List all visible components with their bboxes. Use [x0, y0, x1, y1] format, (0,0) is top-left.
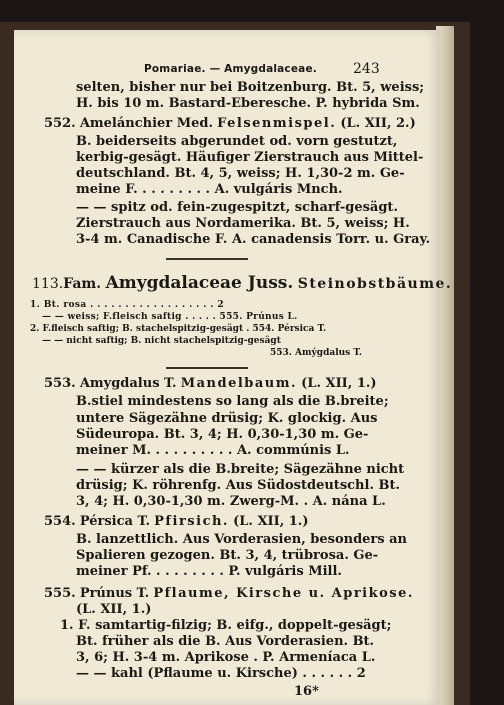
key-line: 2. F.fleisch saftig; B. stachelspitzig-gesägt . 554. Pérsica T. — [30, 324, 327, 334]
text-line: — — kahl (Pflaume u. Kirsche) . . . . . . 2 — [76, 666, 366, 681]
linnaean-class: (L. XII, 2.) — [340, 116, 416, 131]
common-name: Felsenmispel. — [217, 116, 337, 131]
common-name: Mandelbaum. — [180, 376, 298, 391]
text-line: H. bis 10 m. Bastard-Eberesche. P. hybrida Sm. — [76, 96, 420, 111]
entry-554-heading — [44, 514, 308, 530]
text-line: meiner Pf. . . . . . . . . P. vulgáris Mill. — [76, 564, 342, 579]
text-line: deutschland. Bt. 4, 5, weiss; H. 1,30-2 m. Ge- — [76, 166, 405, 181]
text-line: 3, 6; H. 3-4 m. Aprikose . P. Armeníaca L. — [76, 650, 376, 665]
key-line: — — weiss; F.fleisch saftig . . . . . 555. Prúnus L. — [42, 312, 298, 322]
genus-name: Amelánchier Med. — [79, 116, 213, 131]
text-line: Bt. früher als die B. Aus Vorderasien. Bt. — [76, 634, 375, 649]
entry-553-heading — [44, 376, 377, 392]
text-line: 1. F. samtartig-filzig; B. eifg., doppelt-gesägt; — [60, 618, 392, 633]
text-line: kerbig-gesägt. Häufiger Zierstrauch aus Mittel- — [76, 150, 424, 165]
text-line: Südeuropa. Bt. 3, 4; H. 0,30-1,30 m. Ge- — [76, 427, 369, 442]
genus-name: Pérsica T. — [79, 514, 151, 529]
common-name: Pfirsich. — [154, 514, 229, 529]
text-line: — — spitz od. fein-zugespitzt, scharf-gesägt. — [76, 200, 398, 215]
genus-name: Prúnus T. — [79, 586, 150, 601]
text-line: meine F. . . . . . . . . A. vulgáris Mnch. — [76, 182, 343, 197]
entry-number: 553. — [44, 376, 76, 391]
section-rule — [166, 367, 248, 369]
running-head — [14, 63, 440, 79]
key-line: 553. Amýgdalus T. — [270, 348, 363, 358]
text-line: 3, 4; H. 0,30-1,30 m. Zwerg-M. . A. nána L. — [76, 494, 386, 509]
entry-number: 552. — [44, 116, 76, 131]
text-line: drüsig; K. röhrenfg. Aus Südostdeutschl. Bt. — [76, 478, 401, 493]
family-label: Fam. — [63, 276, 102, 292]
family-common-name: Steinobstbäume. — [297, 276, 453, 292]
running-head-title: Pomariae. — Amygdalaceae. — [144, 63, 317, 75]
linnaean-class: (L. XII, 1.) — [233, 514, 309, 529]
entry-555-heading — [44, 586, 414, 602]
section-rule — [166, 258, 248, 260]
entry-number: 554. — [44, 514, 76, 529]
key-line: 1. Bt. rosa . . . . . . . . . . . . . . . . . . 2 — [30, 300, 224, 310]
signature-mark: 16* — [294, 684, 319, 699]
genus-name: Amygdalus T. — [79, 376, 177, 391]
entry-number: 555. — [44, 586, 76, 601]
family-name: Amygdalaceae Juss. — [105, 273, 294, 293]
text-line: B.stiel mindestens so lang als die B.breite; — [76, 394, 389, 409]
text-line: B. lanzettlich. Aus Vorderasien, besonders an — [76, 532, 408, 547]
text-line: Zierstrauch aus Nordamerika. Bt. 5, weiss; H. — [76, 216, 410, 231]
linnaean-class: (L. XII, 1.) — [301, 376, 377, 391]
linnaean-class: (L. XII, 1.) — [76, 602, 152, 617]
page-number: 243 — [353, 61, 380, 77]
common-name: Pflaume, Kirsche u. Aprikose. — [153, 586, 414, 601]
entry-552-heading — [44, 116, 416, 132]
book-page — [14, 30, 453, 705]
text-line: 3-4 m. Canadische F. A. canadensis Torr. u. Gray. — [76, 232, 431, 247]
text-line: selten, bisher nur bei Boitzenburg. Bt. 5, weiss; — [76, 80, 425, 95]
text-line: — — kürzer als die B.breite; Sägezähne nicht — [76, 462, 405, 477]
family-heading — [32, 273, 452, 294]
text-line: meiner M. . . . . . . . . . A. commúnis L. — [76, 443, 350, 458]
key-line: — — nicht saftig; B. nicht stachelspitzig-gesägt — [42, 336, 281, 346]
text-line: Spalieren gezogen. Bt. 3, 4, trübrosa. Ge- — [76, 548, 379, 563]
text-line: untere Sägezähne drüsig; K. glockig. Aus — [76, 411, 378, 426]
text-line: B. beiderseits abgerundet od. vorn gestutzt, — [76, 134, 398, 149]
family-number: 113. — [32, 276, 64, 292]
